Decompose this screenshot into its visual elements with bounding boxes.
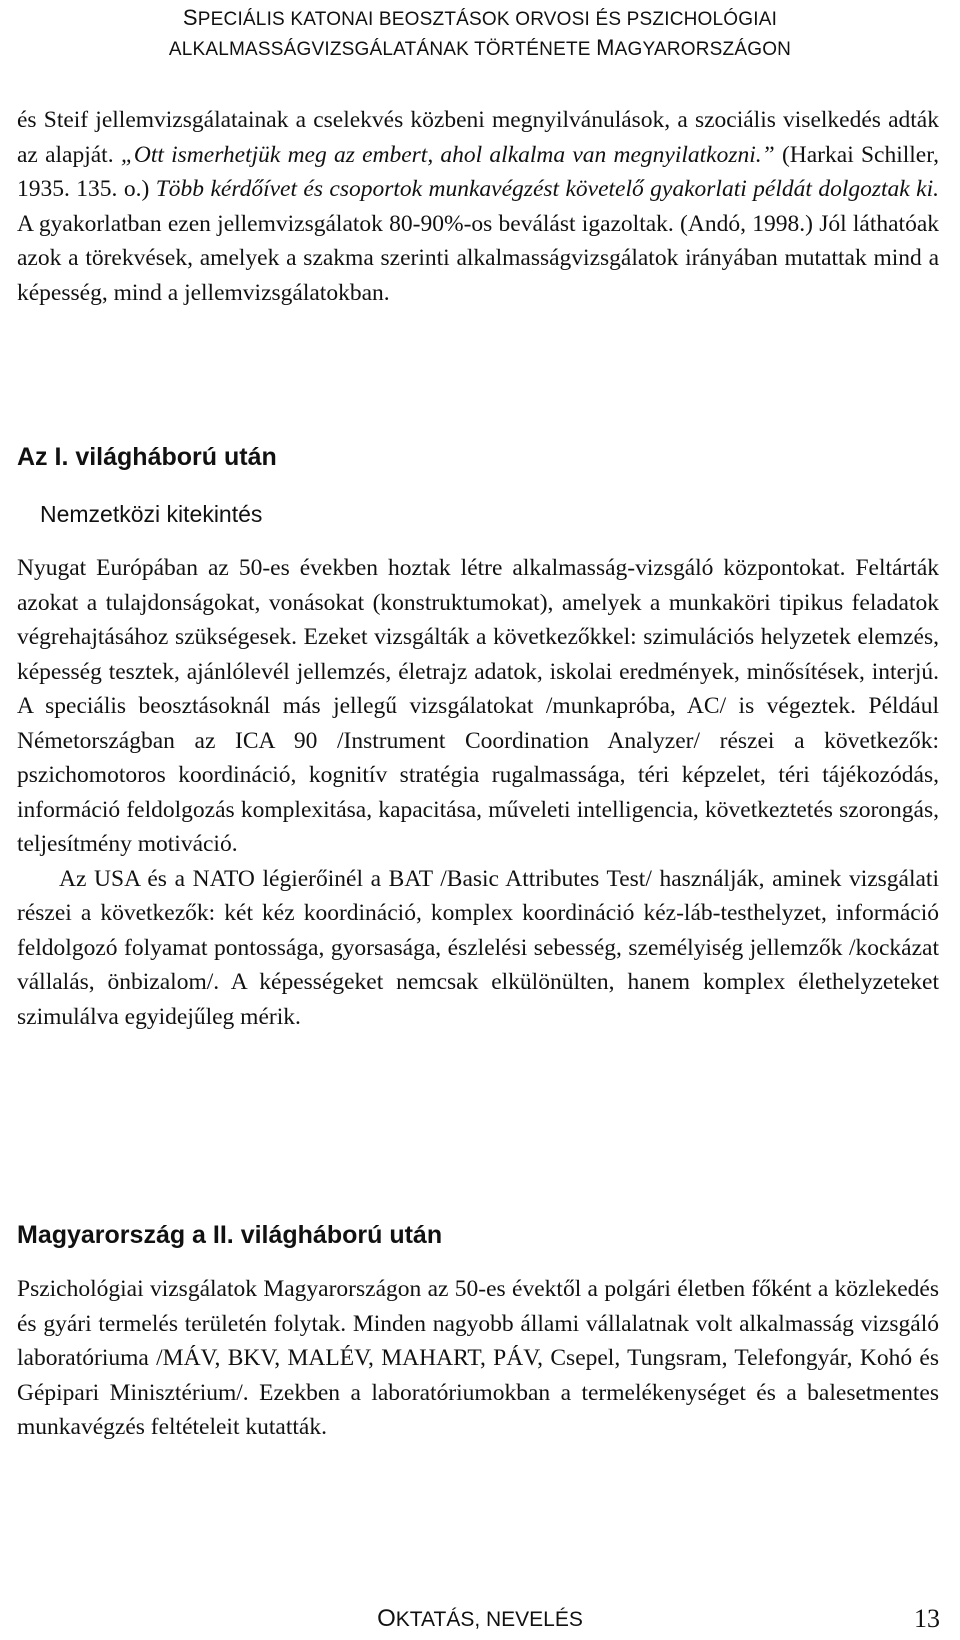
running-header-line-1: SPECIÁLIS KATONAI BEOSZTÁSOK ORVOSI ÉS PSZICHOLÓGIAI	[182, 5, 778, 30]
section2-paragraph-1: Pszichológiai vizsgálatok Magyarországon az 50-es évektől a polgári életben főként a közlekedés és gyári termelés területén folytak. Minden nagyobb állami vállalatnak volt alkalmasság vizsgáló laboratóriuma /MÁV, BKV, MALÉV, MAHART, PÁV, Csepel, Tungsram, Telefongyár, Kohó és Gépipari Minisztérium/. Ezekben a laboratóriumokban a termelékenységet és a balesetmentes munkavégzés feltételeit kutatták.	[17, 1276, 939, 1440]
intro-quote: „Ott ismerhetjük meg az embert, ahol alkalma van megnyilatkozni.”	[120, 141, 775, 168]
intro-paragraph: és Steif jellemvizsgálatainak a cselekvés közbeni megnyilvánulások, a szociális viselkedés adták az alapját. „Ott ismerhetjük meg az embert, ahol alkalma van megnyilatkozni.” (Harkai Schiller, 1935. 135. o.) Több kérdőívet és csoportok munkavégzést követelő gyakorlati példát dolgoztak ki. A gyakorlatban ezen jellemvizsgálatok 80-90%-os beválást igazoltak. (Andó, 1998.) Jól láthatóak azok a törekvések, amelyek a szakma szerinti alkalmasságvizsgálatok irányában mutattak mind a képesség, mind a jellemvizsgálatokban.	[17, 107, 939, 306]
running-header	[0, 4, 960, 64]
section1-paragraph-1: Nyugat Európában az 50-es években hoztak létre alkalmasság-vizsgáló központokat. Feltárták azokat a tulajdonságokat, vonásokat (konstruktumokat), amelyek a munkaköri tipikus feladatok végrehajtásához szükségesek. Ezeket vizsgálták a következőkkel: szimulációs helyzetek elemzés, képesség tesztek, ajánlólevél jellemzés, életrajz adatok, iskolai eredmények, minősítések, interjú. A speciális beosztásoknál más jellegű vizsgálatokat /munkapróba, AC/ is végeztek. Például Németországban az ICA 90 /Instrument Coordination Analyzer/ részei a következők: pszichomotoros koordináció, kognitív stratégia rugalmassága, téri képzelet, téri tájékozódás, információ feldolgozás komplexitása, kapacitása, műveleti intelligencia, következtetés szorongás, teljesítmény motiváció.	[17, 555, 939, 857]
section1-paragraph-2: Az USA és a NATO légierőinél a BAT /Basic Attributes Test/ használják, aminek vizsgálati részei a következők: két kéz koordináció, komplex koordináció kéz-láb-testhelyzet, információ feldolgozó folyamat pontossága, gyorsasága, észlelési sebesség, személyiség jellemzők /kockázat vállalás, önbizalom/. A képességeket nemcsak elkülönülten, hanem komplex élethelyzeteket szimulálva egyidejűleg mérik.	[17, 865, 939, 1030]
subsection-heading-international: Nemzetközi kitekintés	[40, 501, 263, 527]
footer-title: OKTATÁS, NEVELÉS	[377, 1605, 583, 1632]
intro-italic-sentence: Több kérdőívet és csoportok munkavégzést követelő gyakorlati példát dolgoztak ki.	[155, 176, 939, 202]
section1-body	[17, 551, 939, 1034]
section-heading-ww2: Magyarország a II. világháború után	[17, 1221, 443, 1249]
running-header-line-2: ALKALMASSÁGVIZSGÁLATÁNAK TÖRTÉNETE MAGYARORSZÁGON	[168, 35, 792, 60]
page-number: 13	[914, 1604, 940, 1633]
section-heading-ww1: Az I. világháború után	[17, 443, 277, 471]
section2-body	[17, 1272, 939, 1445]
